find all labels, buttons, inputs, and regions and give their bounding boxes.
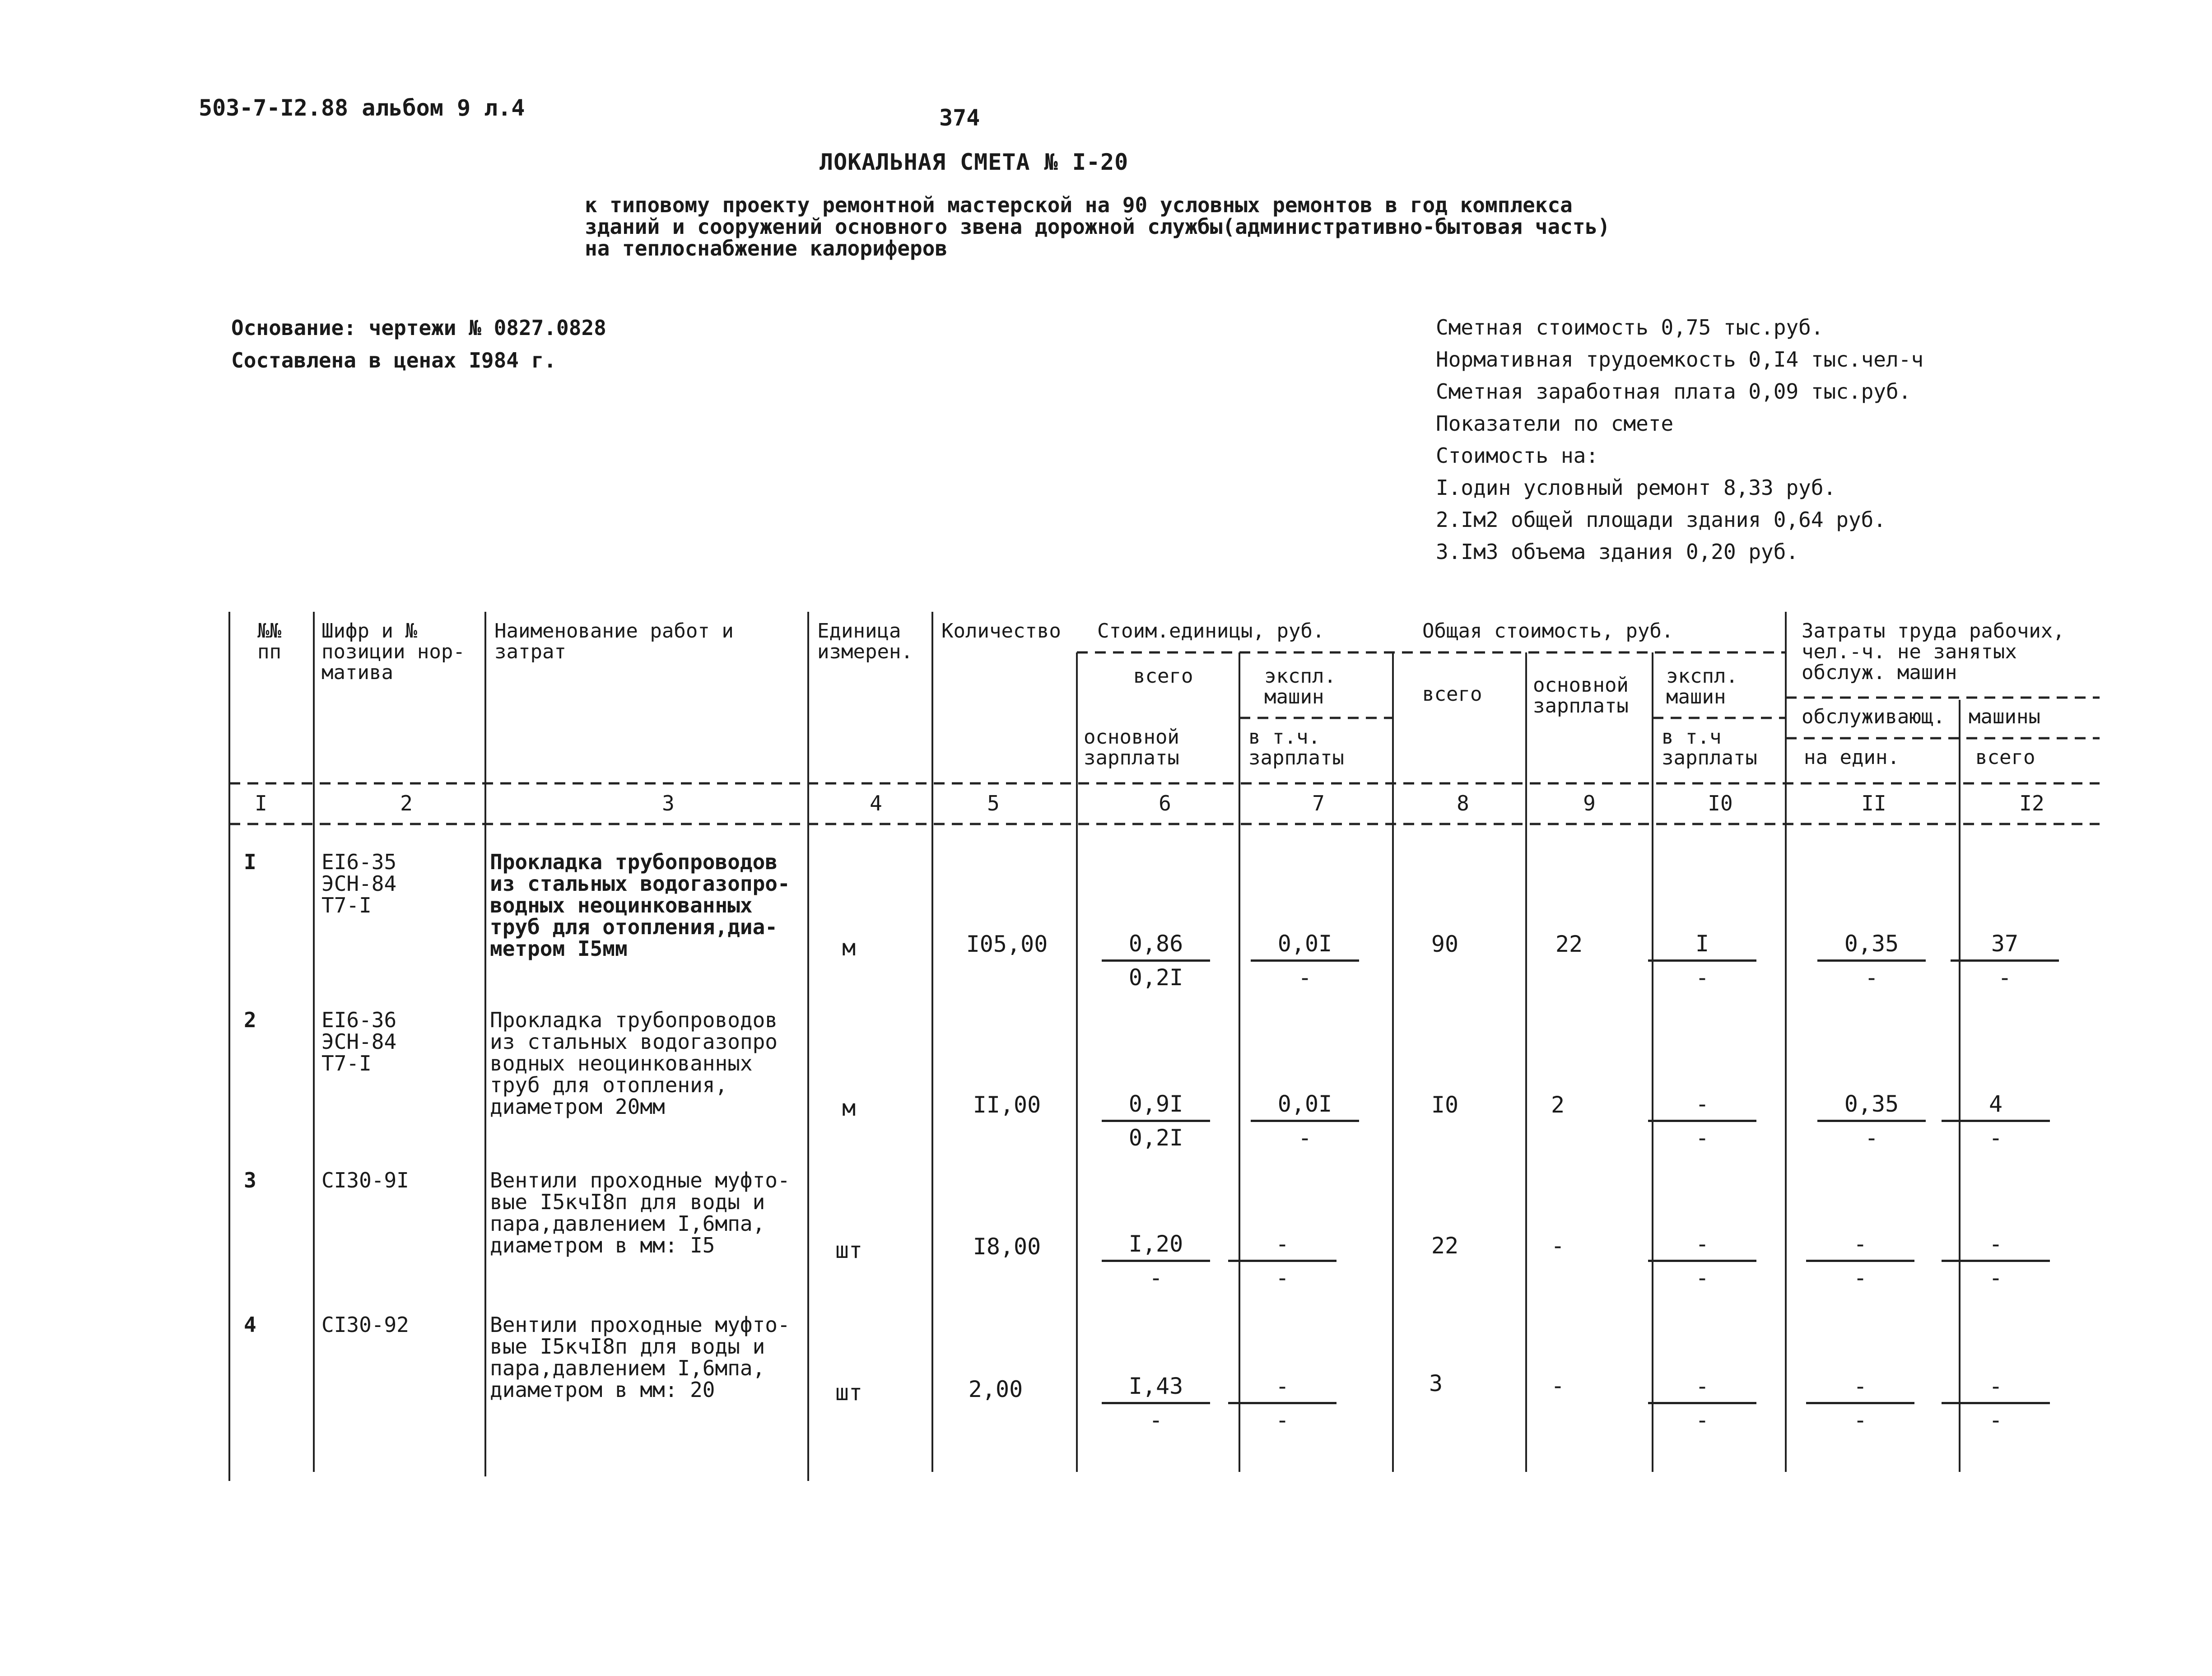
value-bottom: - — [1988, 1407, 2003, 1433]
name-line: Прокладка трубопроводов — [490, 1008, 778, 1032]
header-line: Затраты труда рабочих, — [1802, 619, 2065, 642]
value-bottom: - — [1149, 1265, 1163, 1291]
column-number: II — [1861, 791, 1886, 815]
header-line: Наименование работ и — [494, 619, 734, 642]
name-line: вые I5кчI8п для воды и — [490, 1334, 765, 1359]
total-machines — [1648, 1370, 1756, 1436]
column-number: 3 — [662, 791, 675, 815]
work-name — [490, 851, 790, 959]
summary-line: 3.Iм3 объема здания 0,20 руб. — [1436, 540, 1799, 564]
value-bottom: - — [1864, 964, 1879, 991]
labor-total — [1942, 1228, 2050, 1294]
name-line: диаметром 20мм — [490, 1094, 665, 1119]
value-top: - — [1228, 1370, 1337, 1404]
unit-cost-machines — [1251, 928, 1359, 993]
code-line: ЭСН-84 — [321, 871, 397, 896]
row-number: I — [244, 850, 256, 874]
column-number: 6 — [1159, 791, 1171, 815]
quantity: 2,00 — [968, 1376, 1023, 1402]
value-bottom: - — [1998, 964, 2012, 991]
row-number: 4 — [244, 1313, 256, 1337]
header-col-2 — [321, 621, 465, 683]
subtitle-line: зданий и сооружений основного звена дорожной службы(административно-бытовая часть) — [585, 214, 1610, 239]
value-bottom: - — [1988, 1125, 2003, 1151]
norm-code — [321, 1314, 409, 1336]
header-line: чел.-ч. не занятых — [1802, 640, 2017, 663]
header-col-7-bottom — [1248, 727, 1344, 768]
value-top: - — [1648, 1370, 1756, 1404]
total-base-salary: - — [1551, 1233, 1565, 1259]
header-col-11-bottom: на един. — [1804, 746, 1900, 769]
header-col-12-top: машины — [1969, 705, 2040, 728]
name-line: Вентили проходные муфто- — [490, 1168, 790, 1192]
code-line: ЭСН-84 — [321, 1029, 397, 1054]
value-bottom: - — [1695, 1407, 1709, 1433]
value-top: 0,9I — [1102, 1088, 1210, 1122]
unit-cost-machines — [1228, 1228, 1337, 1294]
value-bottom: - — [1988, 1265, 2003, 1291]
header-line: зарплаты — [1662, 746, 1757, 769]
total-machines — [1648, 1088, 1756, 1154]
labor-per-unit — [1817, 1088, 1926, 1154]
header-line: обслуж. машин — [1802, 661, 1957, 684]
value-bottom: - — [1275, 1407, 1290, 1433]
header-line: позиции нор- — [321, 640, 465, 663]
value-top: 37 — [1951, 928, 2059, 962]
header-col-1 — [257, 621, 281, 662]
value-top: I — [1648, 928, 1756, 962]
value-bottom: 0,2I — [1128, 1125, 1183, 1151]
unit-cost-machines — [1251, 1088, 1359, 1154]
name-line: водных неоцинкованных — [490, 893, 753, 917]
basis-prices: Составлена в ценах I984 г. — [231, 348, 557, 372]
value-top: I,20 — [1102, 1228, 1210, 1262]
column-number: 9 — [1583, 791, 1596, 815]
unit: шт — [835, 1379, 863, 1406]
name-line: метром I5мм — [490, 936, 628, 961]
summary-line: Сметная стоимость 0,75 тыс.руб. — [1436, 315, 1824, 340]
summary-line: Нормативная трудоемкость 0,I4 тыс.чел-ч — [1436, 347, 1924, 372]
norm-code — [321, 851, 396, 916]
header-col-4 — [817, 621, 913, 662]
header-col-5: Количество — [941, 619, 1061, 642]
value-top: 0,86 — [1102, 928, 1210, 962]
column-number: I0 — [1708, 791, 1733, 815]
value-top: 0,35 — [1817, 928, 1926, 962]
unit-cost-total — [1102, 1228, 1210, 1294]
value-bottom: - — [1149, 1407, 1163, 1433]
header-col-12-bottom: всего — [1975, 746, 2035, 769]
name-line: из стальных водогазопро — [490, 1029, 778, 1054]
header-col-8: всего — [1422, 683, 1482, 706]
labor-per-unit — [1817, 928, 1926, 993]
work-name — [490, 1169, 790, 1256]
labor-per-unit — [1806, 1370, 1914, 1436]
total-cost: 3 — [1429, 1370, 1443, 1397]
value-top: - — [1942, 1228, 2050, 1262]
column-number: 7 — [1312, 791, 1325, 815]
value-bottom: - — [1853, 1265, 1867, 1291]
code-line: EI6-36 — [321, 1008, 397, 1032]
value-bottom: - — [1864, 1125, 1879, 1151]
total-machines — [1648, 1228, 1756, 1294]
value-top: 4 — [1942, 1088, 2050, 1122]
value-top: - — [1648, 1088, 1756, 1122]
unit: м — [842, 935, 856, 961]
header-total-cost-group: Общая стоимость, руб. — [1422, 619, 1674, 642]
header-line: матива — [321, 661, 393, 684]
value-top: - — [1648, 1228, 1756, 1262]
header-line: зарплаты — [1533, 694, 1629, 717]
summary-line: Показатели по смете — [1436, 411, 1674, 436]
name-line: пара,давлением I,6мпа, — [490, 1356, 765, 1380]
header-col-3 — [494, 621, 734, 662]
document-code: 503-7-I2.88 альбом 9 л.4 — [199, 95, 525, 121]
header-line: машин — [1264, 685, 1324, 708]
name-line: из стальных водогазопро- — [490, 871, 790, 896]
value-top: 0,35 — [1817, 1088, 1926, 1122]
header-line: в т.ч. — [1248, 726, 1320, 749]
code-line: CI30-9I — [321, 1168, 409, 1192]
header-col-11-top: обслуживающ. — [1802, 705, 1945, 728]
subtitle-line: к типовому проекту ремонтной мастерской на 90 условных ремонтов в год комплекса — [585, 193, 1573, 217]
name-line: диаметром в мм: I5 — [490, 1233, 715, 1257]
unit-cost-total — [1102, 1370, 1210, 1436]
value-top: - — [1942, 1370, 2050, 1404]
value-bottom: - — [1695, 964, 1709, 991]
value-top: 0,0I — [1251, 928, 1359, 962]
unit: шт — [835, 1237, 863, 1263]
quantity: I8,00 — [973, 1234, 1041, 1260]
header-line: основной — [1084, 726, 1179, 749]
name-line: Прокладка трубопроводов — [490, 850, 778, 874]
header-line: Шифр и № — [321, 619, 417, 642]
value-bottom: - — [1695, 1265, 1709, 1291]
basis-drawings: Основание: чертежи № 0827.0828 — [231, 316, 606, 340]
value-top: - — [1806, 1228, 1914, 1262]
header-line: зарплаты — [1084, 746, 1179, 769]
total-cost: I0 — [1431, 1092, 1459, 1118]
summary-line: 2.Iм2 общей площади здания 0,64 руб. — [1436, 507, 1886, 532]
labor-total — [1942, 1370, 2050, 1436]
total-cost: 22 — [1431, 1233, 1459, 1259]
summary-line: Стоимость на: — [1436, 443, 1599, 468]
norm-code — [321, 1009, 396, 1074]
header-col-10-bottom — [1662, 727, 1757, 768]
value-bottom: - — [1298, 964, 1312, 991]
unit: м — [842, 1095, 856, 1121]
row-number: 2 — [244, 1008, 256, 1032]
total-base-salary: 22 — [1555, 931, 1583, 957]
header-line: в т.ч — [1662, 726, 1722, 749]
column-number: 5 — [987, 791, 1000, 815]
header-line: зарплаты — [1248, 746, 1344, 769]
unit-cost-total — [1102, 1088, 1210, 1154]
code-line: EI6-35 — [321, 850, 397, 874]
code-line: T7-I — [321, 893, 372, 917]
name-line: Вентили проходные муфто- — [490, 1313, 790, 1337]
header-line: машин — [1666, 685, 1726, 708]
total-cost: 90 — [1431, 931, 1459, 957]
header-col-6-top: всего — [1133, 665, 1193, 688]
norm-code — [321, 1169, 409, 1191]
header-line: №№ — [257, 619, 281, 642]
header-unit-cost-group: Стоим.единицы, руб. — [1097, 619, 1325, 642]
estimate-title: ЛОКАЛЬНАЯ СМЕТА № I-20 — [820, 149, 1129, 175]
header-line: экспл. — [1264, 665, 1336, 688]
labor-total — [1951, 928, 2059, 993]
value-top: I,43 — [1102, 1370, 1210, 1404]
value-bottom: - — [1275, 1265, 1290, 1291]
work-name — [490, 1314, 790, 1401]
header-col-10-top — [1666, 666, 1738, 708]
value-bottom: - — [1298, 1125, 1312, 1151]
labor-total — [1942, 1088, 2050, 1154]
header-line: Единица — [817, 619, 901, 642]
header-line: измерен. — [817, 640, 913, 663]
total-base-salary: 2 — [1551, 1092, 1565, 1118]
quantity: I05,00 — [966, 931, 1048, 957]
name-line: вые I5кчI8п для воды и — [490, 1190, 765, 1214]
value-bottom: 0,2I — [1128, 964, 1183, 991]
column-number: 4 — [870, 791, 882, 815]
header-col-6-bottom — [1084, 727, 1179, 768]
value-top: 0,0I — [1251, 1088, 1359, 1122]
header-col-7-top — [1264, 666, 1336, 708]
header-line: основной — [1533, 674, 1629, 697]
name-line: пара,давлением I,6мпа, — [490, 1211, 765, 1236]
column-number: 2 — [400, 791, 413, 815]
column-number: 8 — [1457, 791, 1469, 815]
name-line: водных неоцинкованных — [490, 1051, 753, 1075]
page-number: 374 — [939, 105, 980, 131]
name-line: труб для отопления,диа- — [490, 915, 778, 939]
code-line: CI30-92 — [321, 1313, 409, 1337]
column-number: I2 — [2019, 791, 2044, 815]
header-labor-group — [1802, 621, 2065, 683]
labor-per-unit — [1806, 1228, 1914, 1294]
subtitle-line: на теплоснабжение калориферов — [585, 236, 948, 261]
total-machines — [1648, 928, 1756, 993]
header-col-9 — [1533, 675, 1629, 717]
header-line: затрат — [494, 640, 566, 663]
unit-cost-total — [1102, 928, 1210, 993]
value-bottom: - — [1853, 1407, 1867, 1433]
value-top: - — [1228, 1228, 1337, 1262]
row-number: 3 — [244, 1168, 256, 1192]
quantity: II,00 — [973, 1092, 1041, 1118]
summary-line: Сметная заработная плата 0,09 тыс.руб. — [1436, 379, 1911, 404]
unit-cost-machines — [1228, 1370, 1337, 1436]
value-top: - — [1806, 1370, 1914, 1404]
column-number: I — [255, 791, 267, 815]
value-bottom: - — [1695, 1125, 1709, 1151]
work-name — [490, 1009, 778, 1117]
name-line: труб для отопления, — [490, 1073, 728, 1097]
header-line: пп — [257, 640, 281, 663]
name-line: диаметром в мм: 20 — [490, 1378, 715, 1402]
code-line: T7-I — [321, 1051, 372, 1075]
header-line: экспл. — [1666, 665, 1738, 688]
total-base-salary: - — [1551, 1373, 1565, 1399]
summary-line: I.один условный ремонт 8,33 руб. — [1436, 475, 1836, 500]
